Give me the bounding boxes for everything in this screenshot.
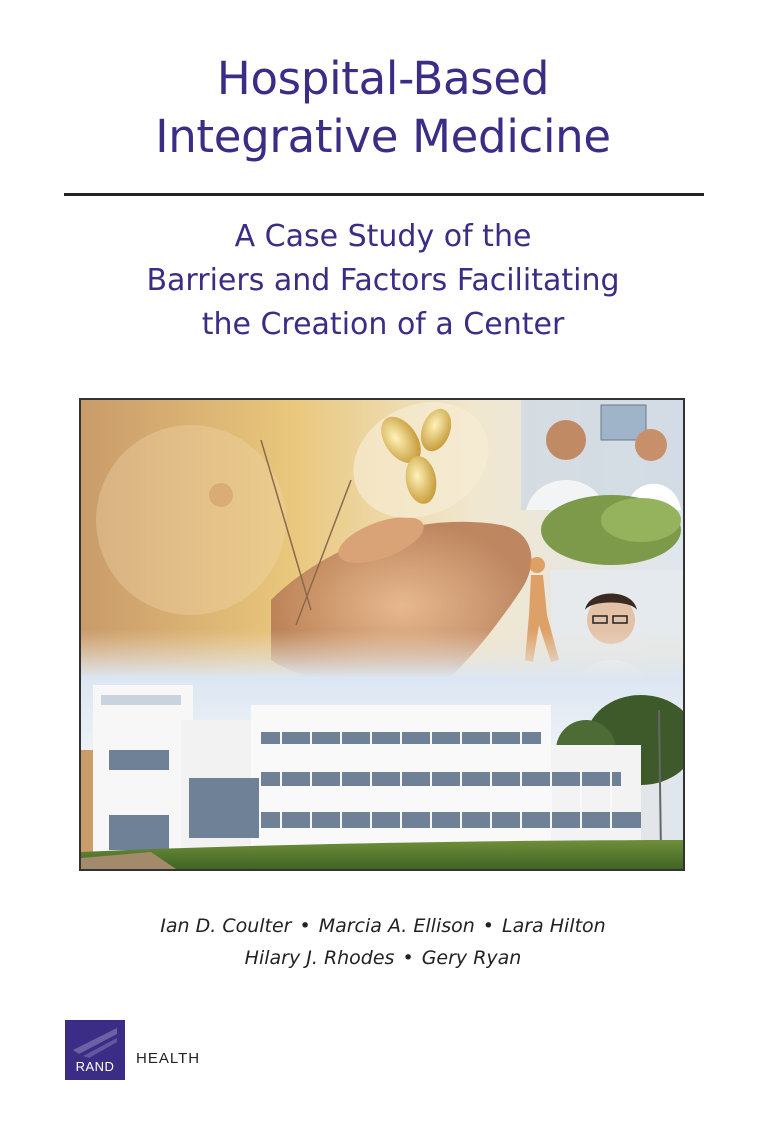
rand-logo-text: RAND bbox=[75, 1059, 115, 1074]
book-subtitle bbox=[0, 215, 766, 347]
author-separator: • bbox=[482, 915, 495, 937]
authors-line-1 bbox=[0, 915, 766, 937]
subtitle-line-2: Barriers and Factors Facilitating bbox=[146, 263, 620, 298]
author-separator: • bbox=[402, 947, 414, 969]
author-name: Ian D. Coulter bbox=[160, 915, 292, 937]
subtitle-line-1: A Case Study of the bbox=[234, 219, 532, 254]
author-separator: • bbox=[299, 915, 311, 937]
author-name: Marcia A. Ellison bbox=[318, 915, 475, 937]
book-title bbox=[0, 50, 766, 166]
authors-line-2 bbox=[0, 947, 766, 969]
author-name: Gery Ryan bbox=[421, 947, 522, 969]
cover-photo-collage bbox=[79, 398, 685, 871]
subtitle-line-3: the Creation of a Center bbox=[201, 307, 565, 342]
title-line-2: Integrative Medicine bbox=[155, 110, 611, 163]
author-name: Lara Hilton bbox=[502, 915, 606, 937]
author-name: Hilary J. Rhodes bbox=[244, 947, 395, 969]
rand-logo bbox=[65, 1020, 125, 1080]
publisher-division: HEALTH bbox=[136, 1050, 201, 1067]
title-divider bbox=[64, 193, 704, 196]
title-line-1: Hospital-Based bbox=[216, 52, 550, 105]
